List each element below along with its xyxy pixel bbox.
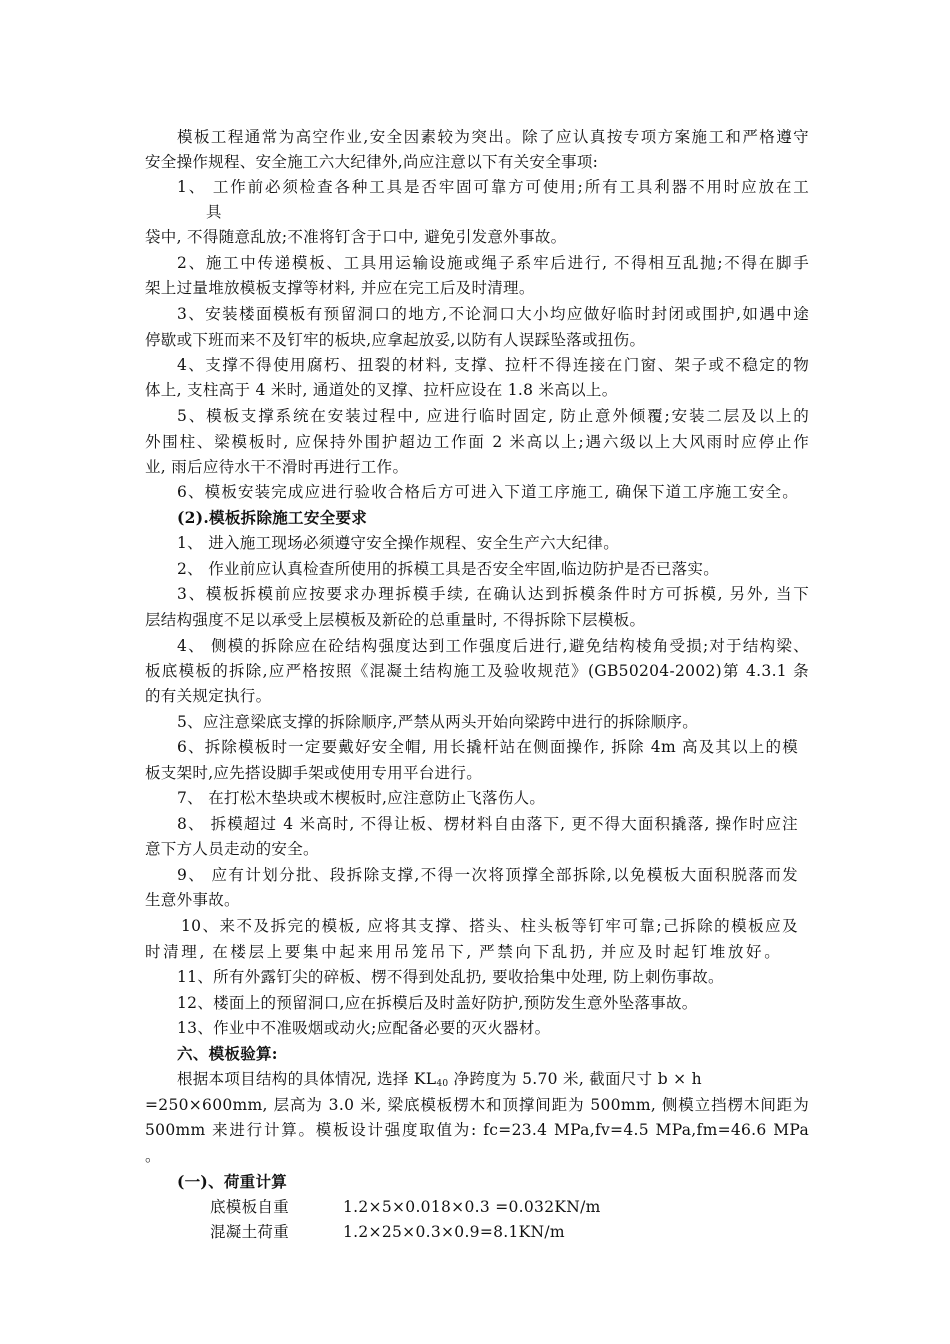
section-heading: 六、模板验算:	[177, 1044, 278, 1063]
list-item-line: 停歇或下班而来不及钉牢的板块,应拿起放妥,以防有人误踩坠落或扭伤。	[145, 331, 646, 349]
list-item-line: 外围柱、梁模板时, 应保持外围护超边工作面 2 米高以上;遇六级以上大风雨时应停止作	[145, 433, 809, 451]
list-item-line: 板底模板的拆除,应严格按照《混凝土结构施工及验收规范》(GB50204-2002)第 4.3.1 条	[145, 662, 809, 680]
paragraph-line: 安全操作规程、安全施工六大纪律外,尚应注意以下有关安全事项:	[145, 153, 599, 171]
list-item-line: 的有关规定执行。	[145, 687, 272, 705]
calc-formula: 1.2×5×0.018×0.3 =0.032KN/m	[343, 1198, 601, 1216]
list-item-line: 4、 侧模的拆除应在砼结构强度达到工作强度后进行,避免结构棱角受损;对于结构梁、	[177, 637, 809, 655]
list-item-line: 时清理, 在楼层上要集中起来用吊笼吊下, 严禁向下乱扔, 并应及时起钉堆放好。	[145, 943, 780, 961]
list-item-line: 袋中, 不得随意乱放;不准将钉含于口中, 避免引发意外事故。	[145, 228, 567, 246]
list-item-line: 4、支撑不得使用腐朽、扭裂的材料, 支撑、拉杆不得连接在门窗、架子或不稳定的物	[177, 356, 809, 374]
section-subheading: (2).模板拆除施工安全要求	[177, 508, 368, 527]
list-item-line: 架上过量堆放模板支撑等材料, 并应在完工后及时清理。	[145, 279, 535, 297]
paragraph-line: 500mm 来进行计算。模板设计强度取值为: fc=23.4 MPa,fv=4.5 MPa,fm=46.6 MPa	[145, 1121, 809, 1139]
list-item-line: 层结构强度不足以承受上层模板及新砼的总重量时, 不得拆除下层模板。	[145, 611, 646, 629]
paragraph-line: =250×600mm, 层高为 3.0 米, 梁底模板楞木和顶撑间距为 500mm, 侧模立挡楞木间距为	[145, 1096, 809, 1114]
calc-label: 混凝土荷重	[210, 1223, 290, 1241]
text-segment: 净跨度为 5.70 米, 截面尺寸 b × h	[448, 1070, 702, 1088]
list-item-line: 体上, 支柱高于 4 米时, 通道处的叉撑、拉杆应设在 1.8 米高以上。	[145, 381, 618, 399]
subscript: 40	[436, 1079, 449, 1089]
paragraph-line: 模板工程通常为高空作业,安全因素较为突出。除了应认真按专项方案施工和严格遵守	[177, 128, 809, 146]
list-item-line: 1、 进入施工现场必须遵守安全操作规程、安全生产六大纪律。	[177, 534, 619, 552]
list-item-line: 1、 工作前必须检查各种工具是否牢固可靠方可使用;所有工具利器不用时应放在工	[177, 178, 809, 196]
list-item-line: 2、施工中传递模板、工具用运输设施或绳子系牢后进行, 不得相互乱抛;不得在脚手	[177, 254, 809, 272]
subsection-heading: (一)、荷重计算	[177, 1172, 288, 1191]
list-item-line: 12、楼面上的预留洞口,应在拆模后及时盖好防护,预防发生意外坠落事故。	[177, 994, 698, 1012]
list-item-line: 7、 在打松木垫块或木楔板时,应注意防止飞落伤人。	[177, 789, 546, 807]
list-item-line: 6、模板安装完成应进行验收合格后方可进入下道工序施工, 确保下道工序施工安全。	[177, 483, 798, 501]
list-item-line: 5、模板支撑系统在安装过程中, 应进行临时固定, 防止意外倾覆;安装二层及以上的	[177, 407, 809, 425]
paragraph-line	[177, 1069, 702, 1094]
list-item-line: 11、所有外露钉尖的碎板、楞不得到处乱扔, 要收拾集中处理, 防上刺伤事故。	[177, 968, 724, 986]
list-item-line: 6、拆除模板时一定要戴好安全帽, 用长撬杆站在侧面操作, 拆除 4m 高及其以上的模	[177, 738, 798, 756]
list-item-line: 2、 作业前应认真检查所使用的拆模工具是否安全牢固,临边防护是否已落实。	[177, 560, 720, 578]
list-item-line: 9、 应有计划分批、段拆除支撑,不得一次将顶撑全部拆除,以免模板大面积脱落而发	[177, 866, 798, 884]
calc-formula: 1.2×25×0.3×0.9=8.1KN/m	[343, 1223, 565, 1241]
paragraph-line: 。	[145, 1147, 161, 1165]
list-item-line: 意下方人员走动的安全。	[145, 840, 319, 858]
list-item-line: 3、模板拆模前应按要求办理拆模手续, 在确认达到拆模条件时方可拆模, 另外, 当下	[177, 585, 809, 603]
list-item-line: 8、 拆模超过 4 米高时, 不得让板、楞材料自由落下, 更不得大面积撬落, 操作时应注	[177, 815, 798, 833]
list-item-line: 13、作业中不准吸烟或动火;应配备必要的灭火器材。	[177, 1019, 551, 1037]
list-item-line: 业, 雨后应待水干不滑时再进行工作。	[145, 458, 409, 476]
list-item-line: 板支架时,应先搭设脚手架或使用专用平台进行。	[145, 764, 483, 782]
list-item-line: 具	[206, 203, 222, 221]
list-item-line: 3、安装楼面模板有预留洞口的地方,不论洞口大小均应做好临时封闭或围护,如遇中途	[177, 305, 809, 323]
text-segment: 根据本项目结构的具体情况, 选择 KL	[177, 1070, 437, 1088]
list-item-line: 5、应注意梁底支撑的拆除顺序,严禁从两头开始向梁跨中进行的拆除顺序。	[177, 713, 698, 731]
calc-label: 底模板自重	[210, 1198, 290, 1216]
list-item-line: 10、来不及拆完的模板, 应将其支撑、搭头、柱头板等钉牢可靠;己拆除的模板应及	[181, 917, 798, 935]
list-item-line: 生意外事故。	[145, 891, 240, 909]
